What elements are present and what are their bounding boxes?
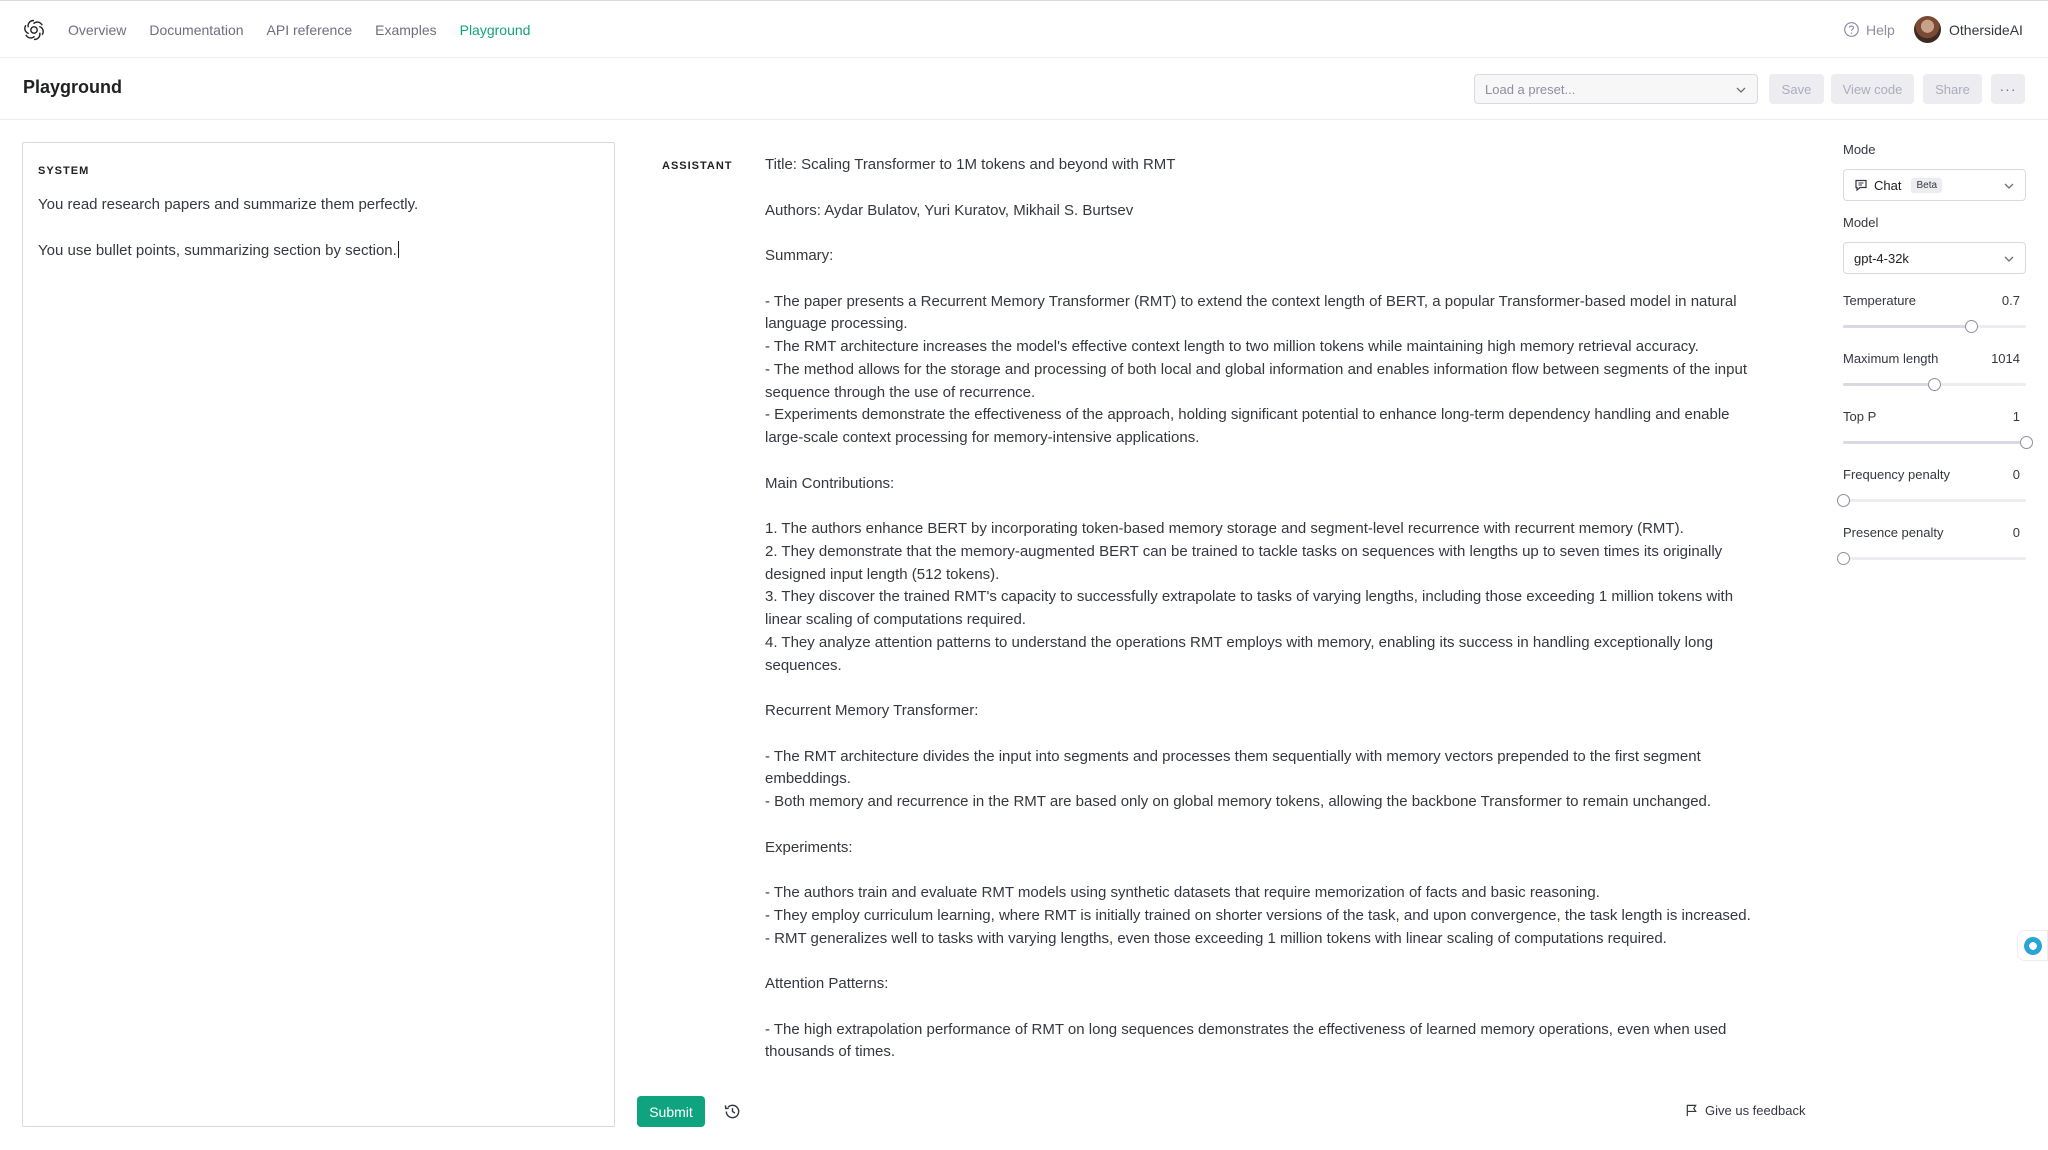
maximum-length-slider[interactable] <box>1843 383 2026 386</box>
slider-handle[interactable] <box>1965 320 1978 333</box>
assistant-paragraph: - The RMT architecture divides the input into segments and processes them sequentially with memory vectors prepended to the first segment embeddings. <box>765 747 1701 788</box>
help-link[interactable] <box>1843 21 1895 38</box>
assistant-paragraph <box>765 814 1760 837</box>
assistant-paragraph <box>765 723 1760 746</box>
assistant-role-label[interactable]: ASSISTANT <box>662 160 733 172</box>
chat-icon <box>1854 178 1868 192</box>
assistant-paragraph: 4. They analyze attention patterns to understand the operations RMT employs with memory, enabling its success in handling exceptionally long sequences. <box>765 633 1714 674</box>
assistant-paragraph: Experiments: <box>765 838 853 856</box>
top-p-value[interactable]: 1 <box>2012 409 2020 424</box>
assistant-paragraph <box>765 268 1760 291</box>
assistant-paragraph: 2. They demonstrate that the memory-augmented BERT can be trained to tackle tasks on sequences with lengths up to seven times its originally designed input length (512 tokens). <box>765 542 1723 583</box>
maximum-length-label: Maximum length <box>1843 351 1939 366</box>
frequency-penalty-label: Frequency penalty <box>1843 467 1950 482</box>
nav-api-reference[interactable]: API reference <box>266 22 353 38</box>
presence-penalty-label: Presence penalty <box>1843 525 1944 540</box>
more-options-button[interactable]: ··· <box>1991 74 2025 104</box>
nav-overview[interactable]: Overview <box>68 22 127 38</box>
save-button[interactable]: Save <box>1769 74 1824 104</box>
preset-placeholder: Load a preset... <box>1485 82 1576 97</box>
openai-logo-icon[interactable] <box>22 18 46 42</box>
assistant-paragraph <box>765 177 1760 200</box>
assistant-paragraph: Authors: Aydar Bulatov, Yuri Kuratov, Mikhail S. Burtsev <box>765 201 1134 219</box>
frequency-penalty-slider[interactable] <box>1843 499 2026 502</box>
system-line: You use bullet points, summarizing section by section. <box>38 242 397 259</box>
text-cursor <box>398 241 399 258</box>
chevron-down-icon <box>2003 180 2015 192</box>
nav-playground[interactable]: Playground <box>459 22 531 38</box>
assistant-paragraph: - The authors train and evaluate RMT models using synthetic datasets that require memorization of facts and basic reasoning. <box>765 884 1600 901</box>
assistant-paragraph: Main Contributions: <box>765 474 895 492</box>
assistant-paragraph <box>765 996 1760 1019</box>
assistant-paragraph <box>765 950 1760 973</box>
nav-documentation[interactable]: Documentation <box>149 22 244 38</box>
presence-penalty-value[interactable]: 0 <box>2012 525 2020 540</box>
assistant-widget-button[interactable] <box>2017 930 2048 961</box>
help-icon <box>1843 21 1860 38</box>
assistant-message[interactable] <box>765 154 1760 1064</box>
temperature-value[interactable]: 0.7 <box>2001 293 2020 308</box>
avatar <box>1914 16 1941 43</box>
user-name: OthersideAI <box>1949 21 2023 38</box>
assistant-paragraph <box>765 495 1760 518</box>
assistant-paragraph: Attention Patterns: <box>765 975 889 992</box>
top-p-slider[interactable] <box>1843 441 2026 444</box>
flag-icon <box>1685 1104 1698 1117</box>
assistant-paragraph: 1. The authors enhance BERT by incorporating token-based memory storage and segment-level recurrence with recurrent memory (RMT). <box>765 520 1684 537</box>
mode-select[interactable] <box>1843 169 2026 201</box>
assistant-paragraph: - Both memory and recurrence in the RMT are based only on global memory tokens, allowing the backbone Transformer to remain unchanged. <box>765 793 1712 810</box>
preset-select[interactable] <box>1474 74 1758 104</box>
assistant-paragraph: - The paper presents a Recurrent Memory Transformer (RMT) to extend the context length of BERT, a popular Transformer-based model in natural language processing. <box>765 292 1737 333</box>
system-prompt-panel[interactable] <box>22 142 615 1127</box>
presence-penalty-slider[interactable] <box>1843 557 2026 560</box>
page-header <box>0 58 2048 120</box>
assistant-paragraph <box>765 677 1760 700</box>
system-line: You read research papers and summarize them perfectly. <box>38 196 419 213</box>
model-select[interactable] <box>1843 242 2026 274</box>
assistant-paragraph: - The method allows for the storage and processing of both local and global information and enables information flow between segments of the input sequence through the use of recurrence. <box>765 360 1747 401</box>
slider-handle[interactable] <box>2020 436 2033 449</box>
assistant-paragraph: - The RMT architecture increases the model's effective context length to two million tokens while maintaining high memory retrieval accuracy. <box>765 338 1699 355</box>
slider-handle[interactable] <box>1928 378 1941 391</box>
slider-handle[interactable] <box>1837 552 1850 565</box>
assistant-paragraph: 3. They discover the trained RMT's capacity to successfully extrapolate to tasks of varying lengths, including those exceeding 1 million tokens with linear scaling of computations required. <box>765 588 1734 628</box>
user-menu[interactable] <box>1914 16 2023 43</box>
widget-icon <box>2024 937 2042 955</box>
model-label: Model <box>1843 215 1879 230</box>
view-code-button[interactable]: View code <box>1831 74 1914 104</box>
assistant-paragraph <box>765 222 1760 245</box>
top-p-label: Top P <box>1843 409 1877 424</box>
share-button[interactable]: Share <box>1923 74 1982 104</box>
nav-links <box>68 1 530 59</box>
temperature-slider[interactable] <box>1843 325 2026 328</box>
maximum-length-value[interactable]: 1014 <box>1991 351 2020 366</box>
history-icon[interactable] <box>723 1102 742 1121</box>
system-label: SYSTEM <box>38 165 90 177</box>
chevron-down-icon <box>2003 253 2015 265</box>
assistant-paragraph: - The high extrapolation performance of RMT on long sequences demonstrates the effectiveness of learned memory operations, even when used thousands of times. <box>765 1020 1727 1061</box>
assistant-paragraph: - They employ curriculum learning, where RMT is initially trained on shorter versions of the task, and upon convergence, the task length is increased. <box>765 906 1751 924</box>
assistant-paragraph: Summary: <box>765 247 834 264</box>
assistant-paragraph: Title: Scaling Transformer to 1M tokens and beyond with RMT <box>765 156 1176 173</box>
top-navigation <box>0 0 2048 58</box>
assistant-paragraph <box>765 450 1760 473</box>
help-label: Help <box>1866 21 1895 38</box>
beta-badge: Beta <box>1911 178 1942 193</box>
assistant-paragraph <box>765 859 1760 882</box>
temperature-label: Temperature <box>1843 293 1916 308</box>
assistant-paragraph: - Experiments demonstrate the effectiveness of the approach, holding significant potential to enhance long-term dependency handling and enable large-scale context processing for memory-intensive applications. <box>765 406 1730 446</box>
mode-label: Mode <box>1843 142 1876 157</box>
feedback-label: Give us feedback <box>1705 1103 1806 1118</box>
assistant-paragraph: - RMT generalizes well to tasks with varying lengths, even those exceeding 1 million tokens with linear scaling of computations required. <box>765 929 1667 947</box>
frequency-penalty-value[interactable]: 0 <box>2012 467 2020 482</box>
model-value: gpt-4-32k <box>1854 250 1909 266</box>
feedback-link[interactable] <box>1685 1103 1805 1118</box>
system-input[interactable] <box>38 193 598 285</box>
chevron-down-icon <box>1735 84 1747 96</box>
mode-value: Chat <box>1874 177 1902 193</box>
assistant-paragraph: Recurrent Memory Transformer: <box>765 702 979 719</box>
page-title: Playground <box>23 77 123 97</box>
slider-handle[interactable] <box>1837 494 1850 507</box>
submit-button[interactable]: Submit <box>637 1096 705 1127</box>
nav-examples[interactable]: Examples <box>375 22 437 38</box>
